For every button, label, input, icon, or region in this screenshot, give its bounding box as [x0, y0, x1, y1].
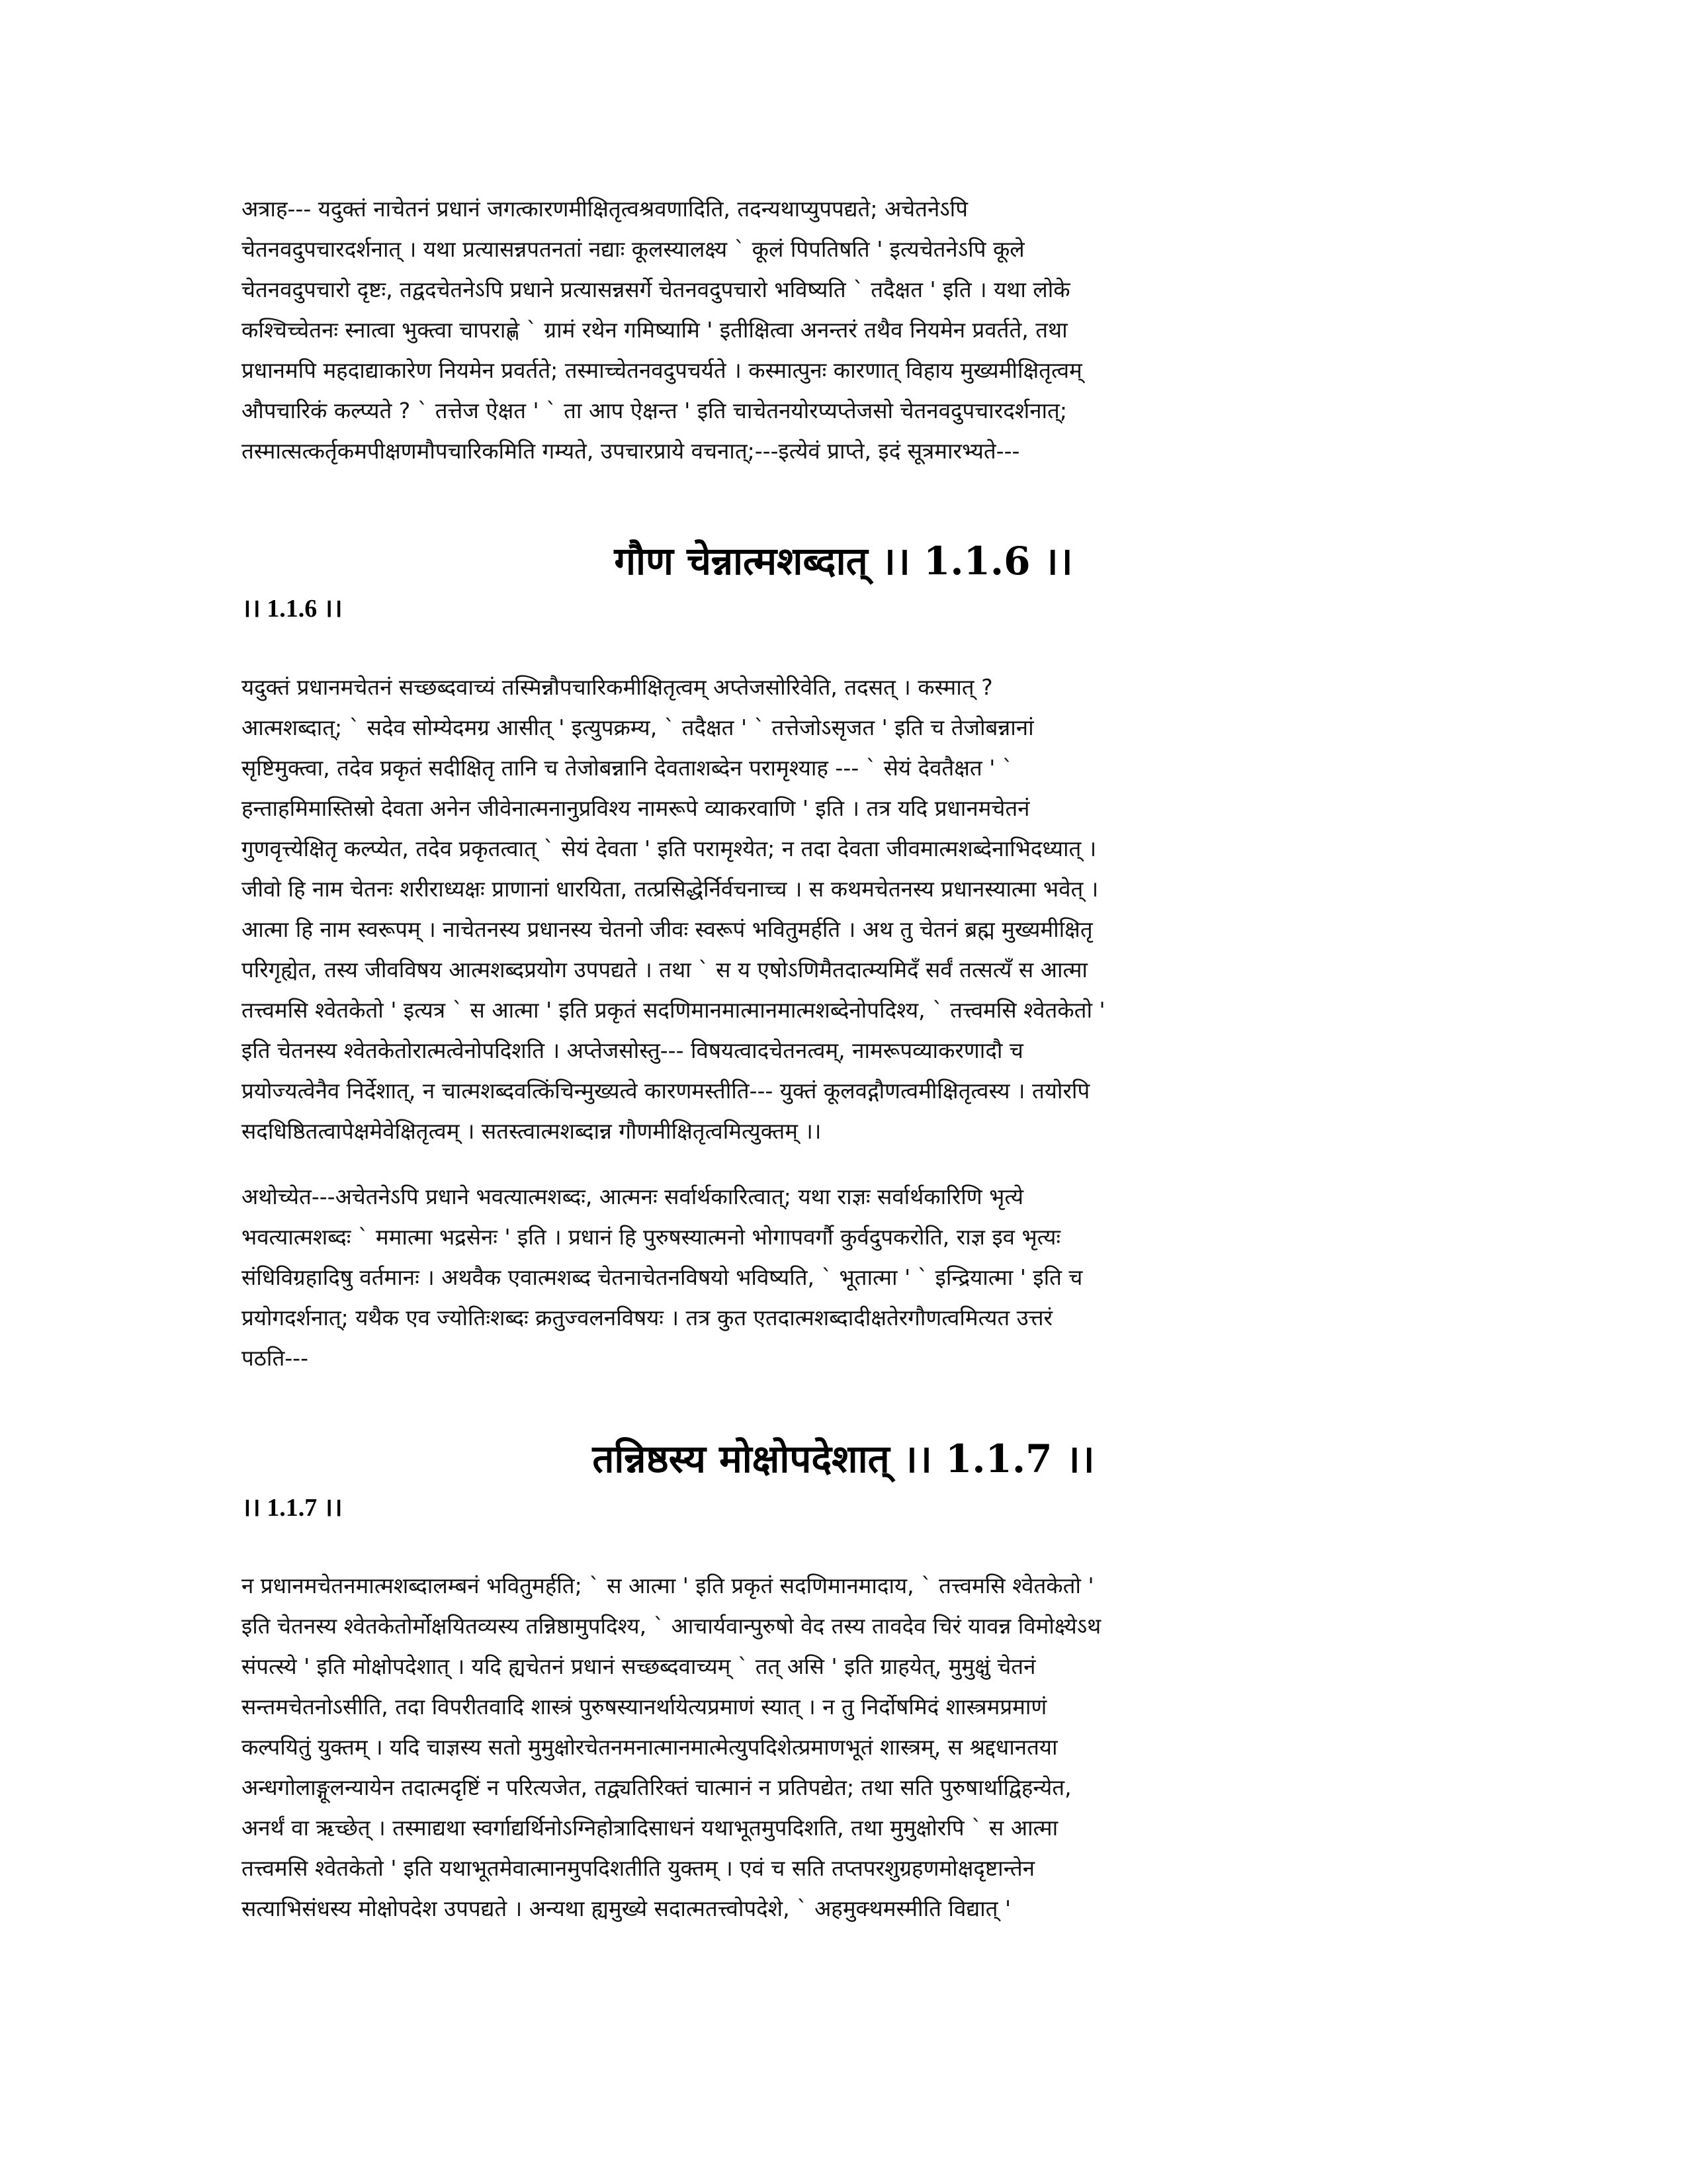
text-line: संपत्स्ये ' इति मोक्षोपदेशात् । यदि ह्यचेतनं प्रधानं सच्छब्दवाच्यम् ` तत् असि ' इति ग्राहयेत्, मुमुक्षुं चेतनं: [241, 1653, 1036, 1679]
text-line: अथोच्येत---अचेतनेऽपि प्रधाने भवत्यात्मशब्दः, आत्मनः सर्वार्थकारित्वात्; यथा राज्ञः सर्वार्थकारिणि भृत्ये: [241, 1184, 1024, 1209]
text-line: अनर्थं वा ऋच्छेत् । तस्माद्यथा स्वर्गाद्यर्थिनोऽग्निहोत्रादिसाधनं यथाभूतमुपदिशति, तथा मुमुक्षोरपि ` स आत्मा: [241, 1815, 1059, 1841]
text-line: प्रयोज्यत्वेनैव निर्देशात्, न चात्मशब्दवत्किंचिन्मुख्यत्वे कारणमस्तीति--- युक्तं कूलवद्गौणत्वमीक्षितृत्वस्य । तयोरपि: [241, 1078, 1090, 1104]
text-line: इति चेतनस्य श्वेतकेतोर्मोक्षयितव्यस्य तन्निष्ठामुपदिश्य, ` आचार्यवान्पुरुषो वेद तस्य तावदेव चिरं यावन्न विमोक्ष्येऽथ: [241, 1613, 1102, 1639]
text-line: अन्धगोलाङ्गूलन्यायेन तदात्मदृष्टिं न परित्यजेत, तद्व्यतिरिक्तं चात्मानं न प्रतिपद्येत; तथा सति पुरुषार्थाद्विहन्येत,: [241, 1774, 1072, 1800]
text-line: यदुक्तं प्रधानमचेतनं सच्छब्दवाच्यं तस्मिन्नौपचारिकमीक्षितृत्वम् अप्तेजसोरिवेति, तदसत् । कस्मात् ?: [241, 674, 993, 700]
text-line: कल्पयितुं युक्तम् । यदि चाज्ञस्य सतो मुमुक्षोरचेतनमनात्मानमात्मेत्युपदिशेत्प्रमाणभूतं शास्त्रम्, स श्रद्दधानतया: [241, 1734, 1058, 1760]
intro-paragraph: [241, 189, 1452, 471]
text-line: तत्त्वमसि श्वेतकेतो ' इति यथाभूतमेवात्मानमुपदिशतीति युक्तम् । एवं च सति तप्तपरशुग्रहणमोक्षदृष्टान्तेन: [241, 1855, 1035, 1881]
text-line: सत्याभिसंधस्य मोक्षोपदेश उपपद्यते । अन्यथा ह्यमुख्ये सदात्मतत्त्वोपदेशे, ` अहमुक्थमस्मीति विद्यात् ': [241, 1896, 1012, 1921]
objection-paragraph: [241, 1176, 1452, 1378]
text-line: प्रधानमपि महदाद्याकारेण नियमेन प्रवर्तते; तस्माच्चेतनवदुपचर्यते । कस्मात्पुनः कारणात् विहाय मुख्यमीक्षितृत्वम्: [241, 357, 1082, 383]
text-line: आत्मा हि नाम स्वरूपम् । नाचेतनस्य प्रधानस्य चेतनो जीवः स्वरूपं भवितुमर्हति । अथ तु चेतनं ब्रह्म मुख्यमीक्षितृ: [241, 916, 1093, 942]
text-line: जीवो हि नाम चेतनः शरीराध्यक्षः प्राणानां धारयिता, तत्प्रसिद्धेर्निर्वचनाच्च । स कथमचेतनस्य प्रधानस्यात्मा भवेत् ।: [241, 876, 1099, 902]
text-line: आत्मशब्दात्; ` सदेव सोम्येदमग्र आसीत् ' इत्युपक्रम्य, ` तदैक्षत ' ` तत्तेजोऽसृजत ' इति च तेजोबन्नानां: [241, 715, 1034, 740]
sutra-number-1-1-6: ।। 1.1.6 ।।: [241, 595, 343, 623]
text-line: चेतनवदुपचारो दृष्टः, तद्वदचेतनेऽपि प्रधाने प्रत्यासन्नसर्गे चेतनवदुपचारो भविष्यति ` तदैक्षत ' इति । यथा लोके: [241, 277, 1070, 302]
sutra-heading-1-1-7: तन्निष्ठस्य मोक्षोपदेशात् ।। 1.1.7 ।।: [592, 1436, 1095, 1481]
text-line: सन्तमचेतनोऽसीति, तदा विपरीतवादि शास्त्रं पुरुषस्यानर्थायेत्यप्रमाणं स्यात् । न तु निर्दोषमिदं शास्त्रमप्रमाणं: [241, 1694, 1047, 1720]
sutra-number-1-1-7: ।। 1.1.7 ।।: [241, 1494, 343, 1522]
text-line: सृष्टिमुक्त्वा, तदेव प्रकृतं सदीक्षितृ तानि च तेजोबन्नानि देवताशब्देन परामृश्याह --- ` सेयं देवतैक्षत ' `: [241, 755, 1014, 781]
text-line: तत्त्वमसि श्वेतकेतो ' इत्यत्र ` स आत्मा ' इति प्रकृतं सदणिमानमात्मानमात्मशब्देनोपदिश्य, ` तत्त्वमसि श्वेतकेतो ': [241, 997, 1105, 1023]
text-line: संधिविग्रहादिषु वर्तमानः । अथवैक एवात्मशब्द चेतनाचेतनविषयो भविष्यति, ` भूतात्मा ' ` इन्द्रियात्मा ' इति च: [241, 1264, 1083, 1290]
text-line: पठति---: [241, 1345, 308, 1371]
bhashya-paragraph-1-1-6: [241, 667, 1452, 1151]
text-line: प्रयोगदर्शनात्; यथैक एव ज्योतिःशब्दः क्रतुज्वलनविषयः । तत्र कुत एतदात्मशब्दादीक्षतेरगौणत्वमित्यत उत्तरं: [241, 1305, 1053, 1331]
text-line: सदधिष्ठितत्वापेक्षमेवेक्षितृत्वम् । सतस्त्वात्मशब्दान्न गौणमीक्षितृत्वमित्युक्तम् ।।: [241, 1118, 822, 1144]
text-line: अत्राह--- यदुक्तं नाचेतनं प्रधानं जगत्कारणमीक्षितृत्वश्रवणादिति, तदन्यथाप्युपपद्यते; अचेतनेऽपि: [241, 196, 968, 222]
text-line: परिगृह्येत, तस्य जीवविषय आत्मशब्दप्रयोग उपपद्यते । तथा ` स य एषोऽणिमैतदात्म्यमिदँ सर्वं तत्सत्यँ स आत्मा: [241, 957, 1088, 983]
text-line: इति चेतनस्य श्वेतकेतोरात्मत्वेनोपदिशति । अप्तेजसोस्तु--- विषयत्वादचेतनत्वम्, नामरूपव्याकरणादौ च: [241, 1037, 1023, 1063]
text-line: औपचारिकं कल्प्यते ? ` तत्तेज ऐक्षत ' ` ता आप ऐक्षन्त ' इति चाचेतनयोरप्यप्तेजसो चेतनवदुपचारदर्शनात्;: [241, 398, 1067, 423]
text-line: न प्रधानमचेतनमात्मशब्दालम्बनं भवितुमर्हति; ` स आत्मा ' इति प्रकृतं सदणिमानमादाय, ` तत्त्वमसि श्वेतकेतो ': [241, 1573, 1094, 1598]
text-line: गुणवृत्त्येक्षितृ कल्प्येत, तदेव प्रकृतत्वात् ` सेयं देवता ' इति परामृश्येत; न तदा देवता जीवमात्मशब्देनाभिदध्यात् ।: [241, 836, 1097, 861]
text-line: भवत्यात्मशब्दः ` ममात्मा भद्रसेनः ' इति । प्रधानं हि पुरुषस्यात्मनो भोगापवर्गौ कुर्वदुपकरोति, राज्ञ इव भृत्यः: [241, 1224, 1061, 1250]
bhashya-paragraph-1-1-7: [241, 1565, 1452, 1929]
text-line: तस्मात्सत्कर्तृकमपीक्षणमौपचारिकमिति गम्यते, उपचारप्राये वचनात्;---इत्येवं प्राप्ते, इदं सूत्रमारभ्यते---: [241, 438, 1020, 464]
sutra-heading-1-1-6: गौण चेन्नात्मशब्दात् ।। 1.1.6 ।।: [614, 539, 1073, 584]
text-line: चेतनवदुपचारदर्शनात् । यथा प्रत्यासन्नपतनतां नद्याः कूलस्यालक्ष्य ` कूलं पिपतिषति ' इत्यचेतनेऽपि कूले: [241, 236, 1025, 262]
text-line: कश्चिच्चेतनः स्नात्वा भुक्त्वा चापराह्णे ` ग्रामं रथेन गमिष्यामि ' इतीक्षित्वा अनन्तरं तथैव नियमेन प्रवर्तते, तथा: [241, 317, 1068, 343]
text-line: हन्ताहमिमास्तिस्रो देवता अनेन जीवेनात्मनानुप्रविश्य नामरूपे व्याकरवाणि ' इति । तत्र यदि प्रधानमचेतनं: [241, 795, 1030, 821]
